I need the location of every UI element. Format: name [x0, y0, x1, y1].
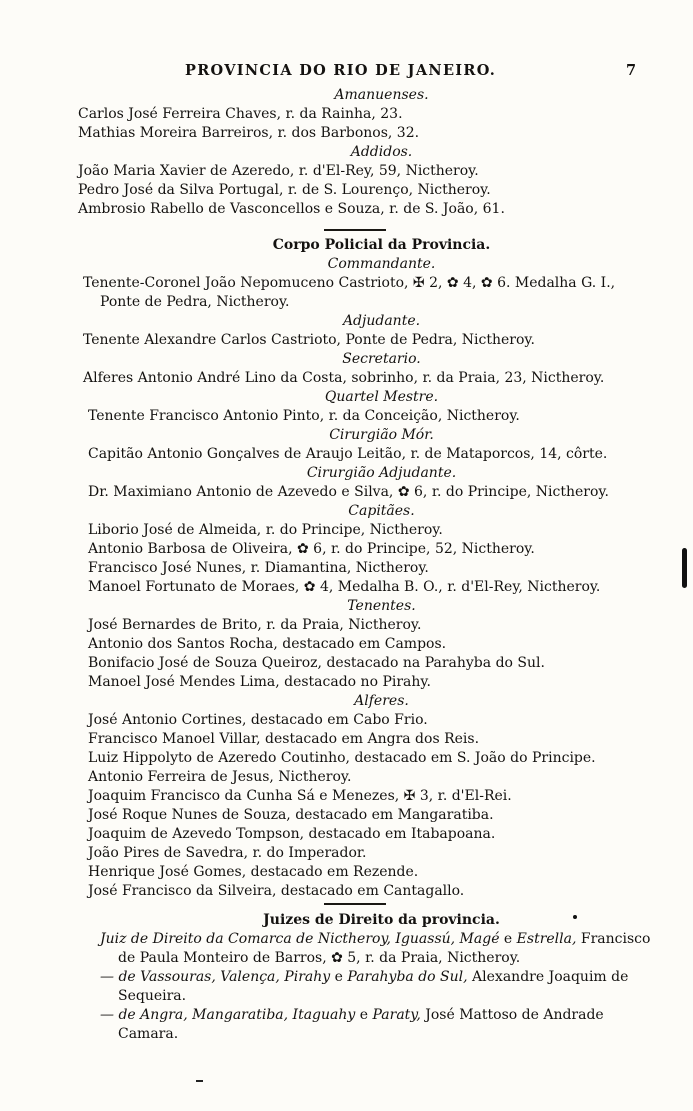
stray-dash: [196, 1080, 203, 1082]
entry-line: Tenente-Coronel João Nepomuceno Castrioto, ✠ 2, ✿ 4, ✿ 6. Medalha G. I.,: [83, 275, 616, 291]
entry-line: Alferes Antonio André Lino da Costa, sobrinho, r. da Praia, 23, Nictheroy.: [83, 370, 605, 386]
entry-text: José Mattoso de Andrade: [420, 1007, 604, 1023]
entry-line: Mathias Moreira Barreiros, r. dos Barbonos, 32.: [78, 125, 420, 141]
entry-line: Francisco José Nunes, r. Diamantina, Nictheroy.: [88, 560, 429, 576]
section-heading: Amanuenses.: [334, 87, 429, 103]
section-title: Corpo Policial da Provincia.: [272, 237, 491, 253]
margin-ink-mark: [682, 548, 687, 588]
subsection-heading: Quartel Mestre.: [324, 389, 439, 405]
entry-line: [0, 968, 693, 987]
subsection-heading: Alferes.: [354, 693, 409, 709]
entry-line: de Paula Monteiro de Barros, ✿ 5, r. da Praia, Nictheroy.: [118, 950, 521, 966]
entry-line: Henrique José Gomes, destacado em Rezende.: [88, 864, 419, 880]
entry-line: Antonio dos Santos Rocha, destacado em Campos.: [88, 636, 447, 652]
stray-dot: [573, 915, 577, 919]
entry-line: Sequeira.: [118, 988, 187, 1004]
entry-line: Antonio Ferreira de Jesus, Nictheroy.: [88, 769, 352, 785]
subsection-heading: Adjudante.: [342, 313, 421, 329]
entry-text: Juiz de Direito da Comarca de Nictheroy, Iguassú, Magé: [100, 931, 500, 947]
entry-line: Ambrosio Rabello de Vasconcellos e Souza, r. de S. João, 61.: [78, 201, 505, 217]
entry-line: Joaquim Francisco da Cunha Sá e Menezes, ✠ 3, r. d'El-Rei.: [88, 788, 512, 804]
entry-text: e: [355, 1007, 373, 1023]
entry-text: Francisco: [576, 931, 651, 947]
entry-line: Tenente Francisco Antonio Pinto, r. da Conceição, Nictheroy.: [88, 408, 520, 424]
entry-line: João Pires de Savedra, r. do Imperador.: [88, 845, 367, 861]
divider: [0, 898, 693, 905]
page-number: 7: [626, 62, 637, 79]
entry-line: Liborio José de Almeida, r. do Principe, Nictheroy.: [88, 522, 443, 538]
entry-line: Dr. Maximiano Antonio de Azevedo e Silva, ✿ 6, r. do Principe, Nictheroy.: [88, 484, 609, 500]
entry-line: José Bernardes de Brito, r. da Praia, Nictheroy.: [88, 617, 422, 633]
amanuenses-section: [0, 86, 693, 219]
subsection-heading: Commandante.: [327, 256, 436, 272]
entry-line: José Roque Nunes de Souza, destacado em Mangaratiba.: [88, 807, 494, 823]
entry-line: Bonifacio José de Souza Queiroz, destacado na Parahyba do Sul.: [88, 655, 545, 671]
entry-line: Manoel Fortunato de Moraes, ✿ 4, Medalha B. O., r. d'El-Rey, Nictheroy.: [88, 579, 601, 595]
entry-line: João Maria Xavier de Azeredo, r. d'El-Rey, 59, Nictheroy.: [78, 163, 479, 179]
entry-line: Francisco Manoel Villar, destacado em Angra dos Reis.: [88, 731, 480, 747]
divider: [0, 224, 693, 231]
entry-text: e: [499, 931, 517, 947]
section-heading: Addidos.: [350, 144, 413, 160]
subsection-heading: Secretario.: [342, 351, 421, 367]
entry-line: Carlos José Ferreira Chaves, r. da Rainha, 23.: [78, 106, 403, 122]
subsection-heading: Cirurgião Mór.: [329, 427, 434, 443]
entry-line: Tenente Alexandre Carlos Castrioto, Ponte de Pedra, Nictheroy.: [83, 332, 535, 348]
entry-line: Antonio Barbosa de Oliveira, ✿ 6, r. do Principe, 52, Nictheroy.: [88, 541, 535, 557]
entry-line: [0, 930, 693, 949]
entry-line: Pedro José da Silva Portugal, r. de S. Lourenço, Nictheroy.: [78, 182, 491, 198]
page-header: [0, 62, 693, 84]
entry-line: Ponte de Pedra, Nictheroy.: [100, 294, 290, 310]
subsection-heading: Cirurgião Adjudante.: [306, 465, 457, 481]
entry-text: — de Angra, Mangaratiba, Itaguahy: [100, 1007, 356, 1023]
entry-text: e: [330, 969, 348, 985]
subsection-heading: Capitães.: [348, 503, 415, 519]
entry-text: Paraty,: [372, 1007, 421, 1023]
entry-line: Luiz Hippolyto de Azeredo Coutinho, destacado em S. João do Principe.: [88, 750, 596, 766]
entry-line: Camara.: [118, 1026, 179, 1042]
entry-line: José Francisco da Silveira, destacado em Cantagallo.: [88, 883, 465, 899]
entry-line: José Antonio Cortines, destacado em Cabo Frio.: [88, 712, 428, 728]
entry-line: [0, 1006, 693, 1025]
entry-text: — de Vassouras, Valença, Pirahy: [100, 969, 331, 985]
juizes-section: [0, 911, 693, 1044]
entry-line: Manoel José Mendes Lima, destacado no Pirahy.: [88, 674, 431, 690]
entry-text: Estrella,: [516, 931, 577, 947]
entry-line: Joaquim de Azevedo Tompson, destacado em Itabapoana.: [88, 826, 496, 842]
corpo-policial-section: [0, 236, 693, 901]
section-title: Juizes de Direito da provincia.: [263, 912, 500, 928]
entry-text: Parahyba do Sul,: [347, 969, 468, 985]
running-title: PROVINCIA DO RIO DE JANEIRO.: [185, 62, 497, 79]
entry-line: Capitão Antonio Gonçalves de Araujo Leitão, r. de Mataporcos, 14, côrte.: [88, 446, 608, 462]
subsection-heading: Tenentes.: [347, 598, 416, 614]
entry-text: Alexandre Joaquim de: [467, 969, 629, 985]
